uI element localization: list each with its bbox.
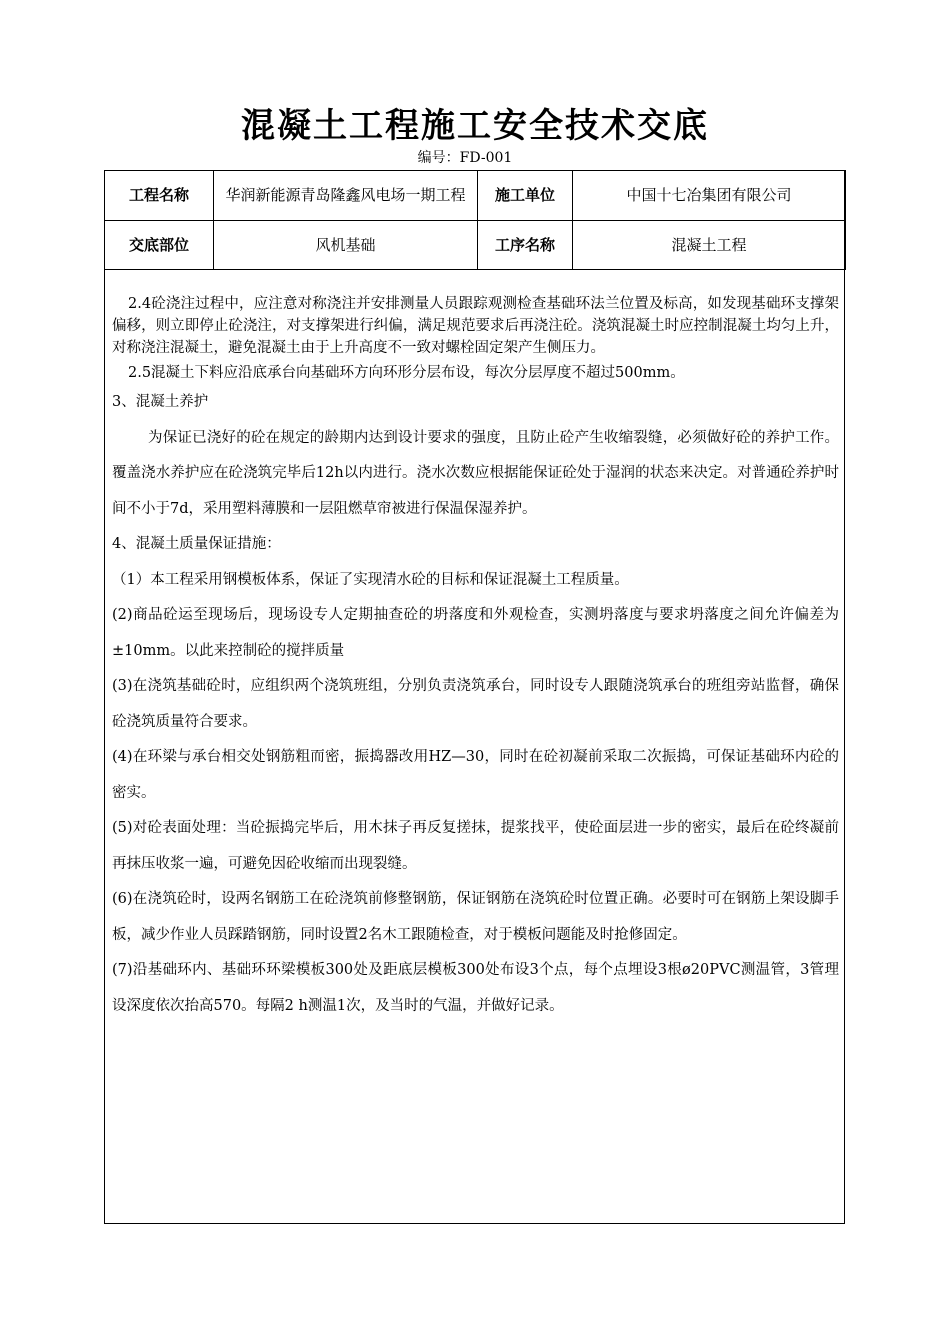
paragraph-2-5: 2.5混凝土下料应沿底承台向基础环方向环形分层布设，每次分层厚度不超过500mm。 xyxy=(128,365,685,381)
quality-item-1: （1）本工程采用钢模板体系，保证了实现清水砼的目标和保证混凝土工程质量。 xyxy=(112,571,629,588)
paragraph-2-4: 2.4砼浇注过程中，应注意对称浇注并安排测量人员跟踪观测检查基础环法兰位置及标高，如发现基础环支撑架偏移，则立即停止砼浇注，对支撑架进行纠偏，满足规范要求后再浇注砼。浇筑混凝土时应控制混凝土均匀上升，对称浇注混凝土，避免混凝土由于上升高度不一致对螺栓固定架产生侧压力。 xyxy=(112,296,839,356)
content-body xyxy=(112,293,839,1024)
contractor-label: 施工单位 xyxy=(478,171,573,221)
contractor-value: 中国十七冶集团有限公司 xyxy=(573,171,846,221)
document-number: 编号：FD-001 xyxy=(417,150,513,166)
quality-item-5: (5)对砼表面处理：当砼振捣完毕后，用木抹子再反复搓抹，提浆找平，使砼面层进一步的密实，最后在砼终凝前再抹压收浆一遍，可避免因砼收缩而出现裂缝。 xyxy=(112,820,839,872)
paragraph-curing: 为保证已浇好的砼在规定的龄期内达到设计要求的强度，且防止砼产生收缩裂缝，必须做好砼的养护工作。覆盖浇水养护应在砼浇筑完毕后12h以内进行。浇水次数应根据能保证砼处于湿润的状态来决定。对普通砼养护时间不小于7d，采用塑料薄膜和一层阻燃草帘被进行保温保湿养护。 xyxy=(112,429,839,517)
heading-quality: 4、混凝土质量保证措施： xyxy=(112,536,281,552)
heading-curing: 3、混凝土养护 xyxy=(112,394,209,410)
process-value: 混凝土工程 xyxy=(573,221,846,270)
process-label: 工序名称 xyxy=(478,221,573,270)
header-table xyxy=(104,170,846,270)
quality-item-4: (4)在环梁与承台相交处钢筋粗而密，振捣器改用HZ—30，同时在砼初凝前采取二次振捣，可保证基础环内砼的密实。 xyxy=(112,749,839,801)
section-value: 风机基础 xyxy=(214,221,478,270)
project-name-value: 华润新能源青岛隆鑫风电场一期工程 xyxy=(214,171,478,221)
quality-item-3: (3)在浇筑基础砼时，应组织两个浇筑班组，分别负责浇筑承台，同时设专人跟随浇筑承台的班组旁站监督，确保砼浇筑质量符合要求。 xyxy=(112,678,839,730)
quality-item-2: (2)商品砼运至现场后，现场设专人定期抽查砼的坍落度和外观检查，实测坍落度与要求坍落度之间允许偏差为±10mm。以此来控制砼的搅拌质量 xyxy=(112,607,839,659)
quality-item-7: (7)沿基础环内、基础环环梁模板300处及距底层模板300处布设3个点，每个点埋设3根ø20PVC测温管，3管理设深度依次抬高570。每隔2 h测温1次，及当时的气温，并做好记录。 xyxy=(112,962,839,1014)
project-name-label: 工程名称 xyxy=(105,171,214,221)
header-row xyxy=(105,171,846,221)
section-label: 交底部位 xyxy=(105,221,214,270)
quality-item-6: (6)在浇筑砼时，设两名钢筋工在砼浇筑前修整钢筋，保证钢筋在浇筑砼时位置正确。必要时可在钢筋上架设脚手板，减少作业人员踩踏钢筋，同时设置2名木工跟随检查，对于模板问题能及时抢修固定。 xyxy=(112,891,839,943)
header-row xyxy=(105,221,846,270)
document-title: 混凝土工程施工安全技术交底 xyxy=(241,106,709,146)
